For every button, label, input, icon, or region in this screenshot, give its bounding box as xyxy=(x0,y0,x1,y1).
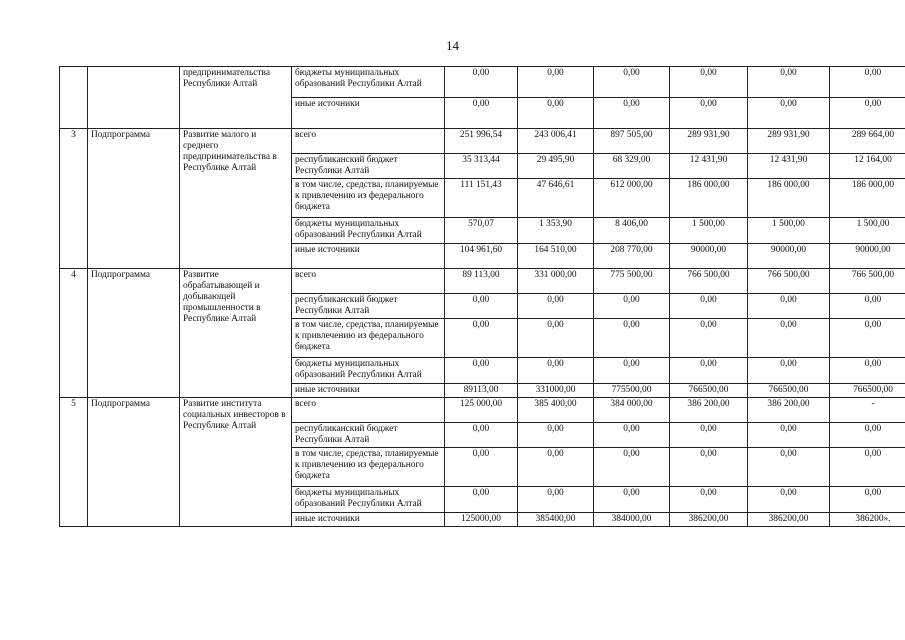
value-cell: 612 000,00 xyxy=(594,179,670,218)
value-cell: 125 000,00 xyxy=(445,398,518,423)
source-cell: бюджеты муниципальных образований Республики Алтай xyxy=(292,358,445,384)
value-cell: 251 996,54 xyxy=(445,129,518,154)
value-cell: 0,00 xyxy=(670,358,748,384)
value-cell: 331000,00 xyxy=(518,384,594,398)
value-cell: 164 510,00 xyxy=(518,244,594,269)
value-cell: 0,00 xyxy=(748,423,830,448)
value-cell: 0,00 xyxy=(594,423,670,448)
value-cell: 570,07 xyxy=(445,218,518,244)
value-cell: 0,00 xyxy=(518,423,594,448)
table-row xyxy=(60,269,905,294)
value-cell: 0,00 xyxy=(518,487,594,513)
value-cell: 384 000,00 xyxy=(594,398,670,423)
value-cell: 0,00 xyxy=(518,448,594,487)
financing-table xyxy=(59,66,905,527)
type-cell: Подпрограмма xyxy=(88,129,180,269)
value-cell: 68 329,00 xyxy=(594,154,670,179)
value-cell: 0,00 xyxy=(670,423,748,448)
row-number-cell: 3 xyxy=(60,129,88,269)
value-cell: 0,00 xyxy=(830,319,905,358)
value-cell: 125000,00 xyxy=(445,513,518,527)
type-cell: Подпрограмма xyxy=(88,398,180,527)
value-cell: 186 000,00 xyxy=(830,179,905,218)
type-cell xyxy=(88,67,180,129)
source-cell: иные источники xyxy=(292,384,445,398)
value-cell: 386200». xyxy=(830,513,905,527)
source-cell: бюджеты муниципальных образований Республики Алтай xyxy=(292,67,445,98)
value-cell: 775500,00 xyxy=(594,384,670,398)
value-cell: 0,00 xyxy=(594,294,670,319)
value-cell: 0,00 xyxy=(830,294,905,319)
value-cell: 0,00 xyxy=(830,98,905,129)
value-cell: 766 500,00 xyxy=(830,269,905,294)
value-cell: 0,00 xyxy=(594,448,670,487)
source-cell: бюджеты муниципальных образований Республики Алтай xyxy=(292,487,445,513)
value-cell: 384000,00 xyxy=(594,513,670,527)
value-cell: 0,00 xyxy=(445,294,518,319)
source-cell: всего xyxy=(292,129,445,154)
value-cell: 385400,00 xyxy=(518,513,594,527)
value-cell: 0,00 xyxy=(594,319,670,358)
value-cell: 186 000,00 xyxy=(670,179,748,218)
value-cell: 0,00 xyxy=(748,319,830,358)
value-cell: 766500,00 xyxy=(670,384,748,398)
value-cell: 90000,00 xyxy=(830,244,905,269)
value-cell: 12 164,00 xyxy=(830,154,905,179)
name-cell: Развитие малого и среднего предпринимательства в Республике Алтай xyxy=(180,129,292,269)
value-cell: 0,00 xyxy=(748,448,830,487)
value-cell: 90000,00 xyxy=(670,244,748,269)
value-cell: 1 500,00 xyxy=(830,218,905,244)
value-cell: 0,00 xyxy=(670,98,748,129)
value-cell: 104 961,60 xyxy=(445,244,518,269)
value-cell: 0,00 xyxy=(830,487,905,513)
table-row xyxy=(60,398,905,423)
type-cell: Подпрограмма xyxy=(88,269,180,398)
value-cell: 0,00 xyxy=(670,487,748,513)
source-cell: республиканский бюджет Республики Алтай xyxy=(292,423,445,448)
value-cell: 1 353,90 xyxy=(518,218,594,244)
value-cell: 0,00 xyxy=(518,294,594,319)
value-cell: 0,00 xyxy=(670,448,748,487)
value-cell: 12 431,90 xyxy=(670,154,748,179)
value-cell: 8 406,00 xyxy=(594,218,670,244)
value-cell: 0,00 xyxy=(748,67,830,98)
value-cell: 289 664,00 xyxy=(830,129,905,154)
source-cell: в том числе, средства, планируемые к привлечению из федерального бюджета xyxy=(292,448,445,487)
value-cell: 0,00 xyxy=(748,294,830,319)
source-cell: всего xyxy=(292,269,445,294)
value-cell: 766 500,00 xyxy=(670,269,748,294)
value-cell: 0,00 xyxy=(830,67,905,98)
row-number-cell: 5 xyxy=(60,398,88,527)
source-cell: всего xyxy=(292,398,445,423)
value-cell: 0,00 xyxy=(830,423,905,448)
value-cell: 0,00 xyxy=(445,98,518,129)
value-cell: 0,00 xyxy=(748,487,830,513)
value-cell: 766500,00 xyxy=(748,384,830,398)
source-cell: республиканский бюджет Республики Алтай xyxy=(292,154,445,179)
value-cell: 385 400,00 xyxy=(518,398,594,423)
value-cell: 0,00 xyxy=(748,358,830,384)
value-cell: 386200,00 xyxy=(748,513,830,527)
value-cell: 0,00 xyxy=(445,487,518,513)
value-cell: 386 200,00 xyxy=(748,398,830,423)
value-cell: 0,00 xyxy=(594,487,670,513)
value-cell: 0,00 xyxy=(518,358,594,384)
value-cell: 0,00 xyxy=(594,358,670,384)
row-number-cell: 4 xyxy=(60,269,88,398)
value-cell: 0,00 xyxy=(830,358,905,384)
value-cell: 89 113,00 xyxy=(445,269,518,294)
value-cell: 111 151,43 xyxy=(445,179,518,218)
value-cell: 208 770,00 xyxy=(594,244,670,269)
page-number: 14 xyxy=(446,38,459,53)
value-cell: - xyxy=(830,398,905,423)
name-cell: Развитие института социальных инвесторов в Республике Алтай xyxy=(180,398,292,527)
value-cell: 186 000,00 xyxy=(748,179,830,218)
name-cell: Развитие обрабатывающей и добывающей промышленности в Республике Алтай xyxy=(180,269,292,398)
value-cell: 766 500,00 xyxy=(748,269,830,294)
value-cell: 766500,00 xyxy=(830,384,905,398)
value-cell: 29 495,90 xyxy=(518,154,594,179)
source-cell: иные источники xyxy=(292,244,445,269)
value-cell: 0,00 xyxy=(670,294,748,319)
value-cell: 0,00 xyxy=(445,448,518,487)
value-cell: 0,00 xyxy=(518,319,594,358)
value-cell: 0,00 xyxy=(445,67,518,98)
table-row xyxy=(60,129,905,154)
source-cell: иные источники xyxy=(292,513,445,527)
value-cell: 89113,00 xyxy=(445,384,518,398)
value-cell: 0,00 xyxy=(594,67,670,98)
row-number-cell xyxy=(60,67,88,129)
value-cell: 289 931,90 xyxy=(748,129,830,154)
source-cell: бюджеты муниципальных образований Республики Алтай xyxy=(292,218,445,244)
value-cell: 0,00 xyxy=(445,358,518,384)
value-cell: 386200,00 xyxy=(670,513,748,527)
value-cell: 243 006,41 xyxy=(518,129,594,154)
value-cell: 0,00 xyxy=(518,67,594,98)
value-cell: 0,00 xyxy=(445,423,518,448)
value-cell: 0,00 xyxy=(830,448,905,487)
value-cell: 0,00 xyxy=(670,67,748,98)
value-cell: 0,00 xyxy=(445,319,518,358)
value-cell: 386 200,00 xyxy=(670,398,748,423)
value-cell: 1 500,00 xyxy=(748,218,830,244)
value-cell: 0,00 xyxy=(670,319,748,358)
value-cell: 12 431,90 xyxy=(748,154,830,179)
source-cell: в том числе, средства, планируемые к привлечению из федерального бюджета xyxy=(292,319,445,358)
value-cell: 35 313,44 xyxy=(445,154,518,179)
value-cell: 331 000,00 xyxy=(518,269,594,294)
value-cell: 0,00 xyxy=(594,98,670,129)
source-cell: республиканский бюджет Республики Алтай xyxy=(292,294,445,319)
value-cell: 1 500,00 xyxy=(670,218,748,244)
value-cell: 0,00 xyxy=(518,98,594,129)
source-cell: в том числе, средства, планируемые к привлечению из федерального бюджета xyxy=(292,179,445,218)
table-row xyxy=(60,67,905,98)
source-cell: иные источники xyxy=(292,98,445,129)
name-cell: предпринимательства Республики Алтай xyxy=(180,67,292,129)
value-cell: 0,00 xyxy=(748,98,830,129)
value-cell: 775 500,00 xyxy=(594,269,670,294)
value-cell: 47 646,61 xyxy=(518,179,594,218)
value-cell: 289 931,90 xyxy=(670,129,748,154)
value-cell: 90000,00 xyxy=(748,244,830,269)
value-cell: 897 505,00 xyxy=(594,129,670,154)
